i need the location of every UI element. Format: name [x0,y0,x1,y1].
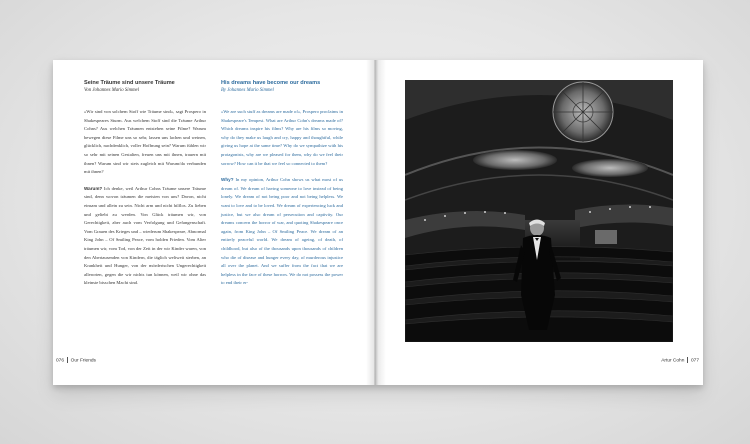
right-folio [661,357,699,363]
folio-separator [67,357,68,363]
english-paragraph-2-body: In my opinion, Arthur Cohn shows us what most of us dream of. We dream of having someone to love instead of being lonely. We dream of not being poor and not being helpless. We want to love and to be loved. We dream of experiencing luck and justice, but we also dream of persecution and captivity. Our dreams concern the horror of war, and quoting Shakespeare once again, from King John – Of Smiling Peace. We dream of an entirely peaceful world. We dream of ageing, of death, of childhood, but also of the thousands upon thousands of children who die of disease and hunger every day, of murderous injustice all over the planet. And we suffer from the fact that we are helpless in the face of these horrors. We do not possess the power to end their er- [221,177,343,286]
ceiling-window-left [473,150,557,170]
english-byline: By Johannes Mario Simmel [221,88,274,93]
german-paragraph-1: »Wir sind von solchem Stoff wie Träume sind«, sagt Prospero in Shakespeares Sturm. Aus welchem Stoff sind die Träume Arthur Cohns? Aus welchen Träumen entstehen seine Filme? Warum bewegen diese Filme uns so sehr, lassen uns lachen und weinen, glücklich, nachdenklich, voller Hoffnung sein? Warum fühlen wir so sehr mit seinen Gestalten, freuen uns mit ihnen, trauern mit ihnen? Warum sind wir stets zugleich mit Warum/da verbunden mit ihnen? [84,109,206,175]
right-page [376,60,703,385]
left-section-label: Our Friends [70,358,96,364]
open-book [53,60,703,385]
german-paragraph-2-body: Ich denke, weil Arthur Cohns Träume unsere Träume sind, denn wovon träumen die meisten von uns? Davon, nicht einsam und allein zu sein. Nicht arm und nicht hilflos. Zu lieben und geliebt zu werden. Von Glück träumen wir, von Gerechtigkeit, aber auch vom Verfolgung und Gefangenschaft. Vom Grauen des Krieges und – wiederum Shakespeare, Abnormal King John – Of Smiling Peace, vom holden Frieden. Vom Alter träumen wir, vom Tod, von der Zeit in der wir Kinder waren, von den Abertausenden von Kindern, die täglich weltweit sterben, an Krankheit und Hunger, von der mörderischen Ungerechtigkeit allerorten, gegen die wir nichts tun können, weil wir ohne das kleinste bisschen Macht sind. [84,185,206,286]
german-paragraph-2-lead: Warum? [84,185,103,191]
right-section-label: Artur Cohn [661,358,685,364]
english-paragraph-2 [221,176,343,288]
german-title: Seine Träume sind unsere Träume [84,80,175,86]
german-paragraph-2 [84,185,206,288]
theater-photo [405,80,673,342]
english-paragraph-1: »We are such stuff as dreams are made of«, Prospero proclaims in Shakespeare's Tempest. What are Arthur Cohn's dreams made of? Which dreams inspire his films? Why are his films so moving, why do they make us laugh and cry, happy and thoughtful, while giving us hope at the same time? Why do we sympathize with his protagonists, why are we pleased for them, why do we feel their sorrow? How can it be that we feel so connected to them? [221,109,343,166]
ceiling-window-main [553,82,613,142]
ceiling-window-right [572,159,648,177]
english-column [221,80,343,296]
english-paragraph-2-lead: Why? [221,177,234,183]
german-byline: Von Johannes Mario Simmel [84,88,140,93]
left-page [53,60,374,385]
folio-separator [687,357,688,363]
english-title: His dreams have become our dreams [221,80,321,86]
german-column [84,80,206,296]
left-page-number: 076 [56,358,65,364]
right-page-number: 077 [690,358,699,364]
left-folio [56,357,96,363]
